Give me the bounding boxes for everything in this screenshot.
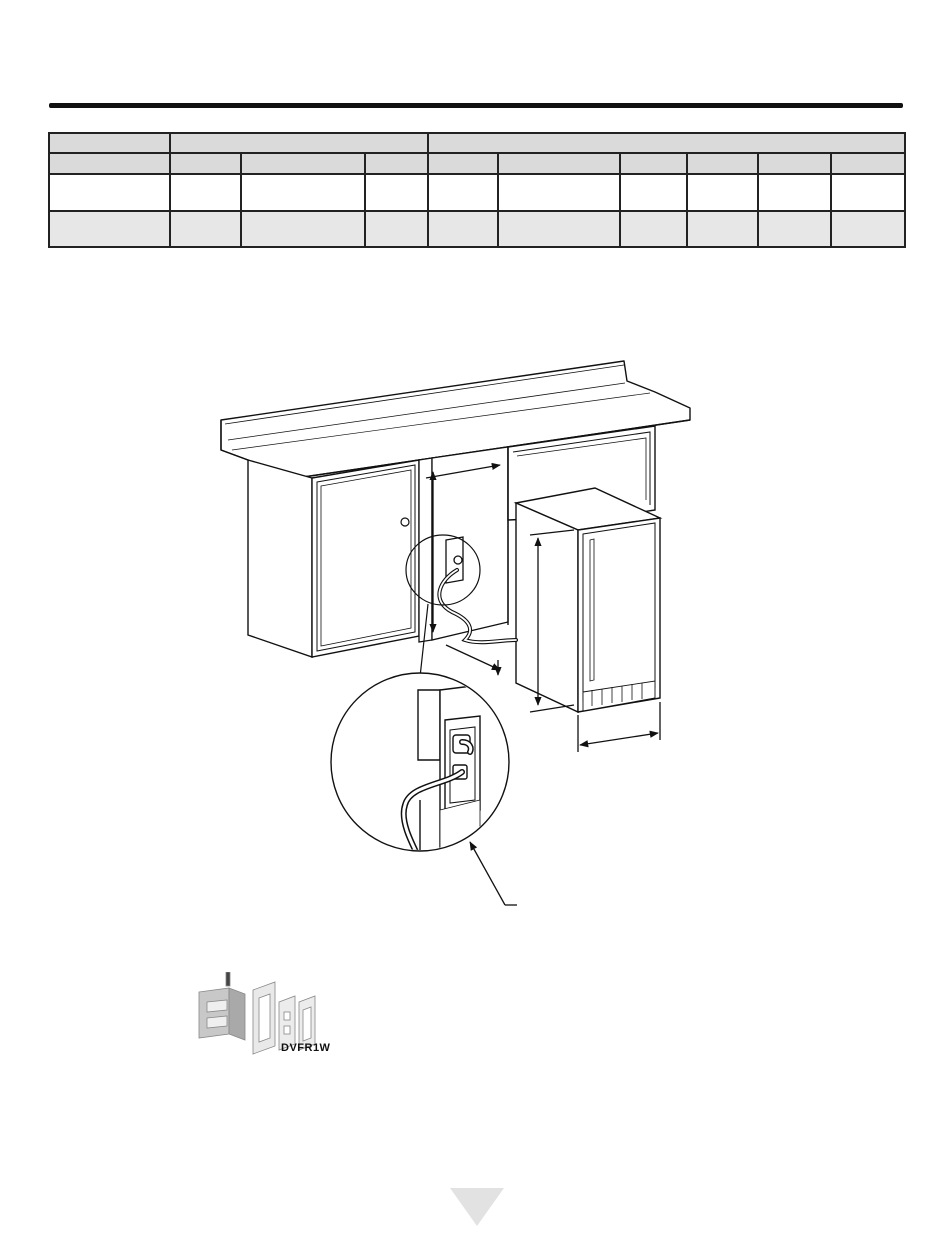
kit-model-label: DVFR1W	[281, 1042, 331, 1054]
next-page-triangle-icon[interactable]	[450, 1188, 504, 1228]
magnified-outlet-detail	[331, 673, 520, 905]
left-cabinet	[248, 460, 419, 657]
